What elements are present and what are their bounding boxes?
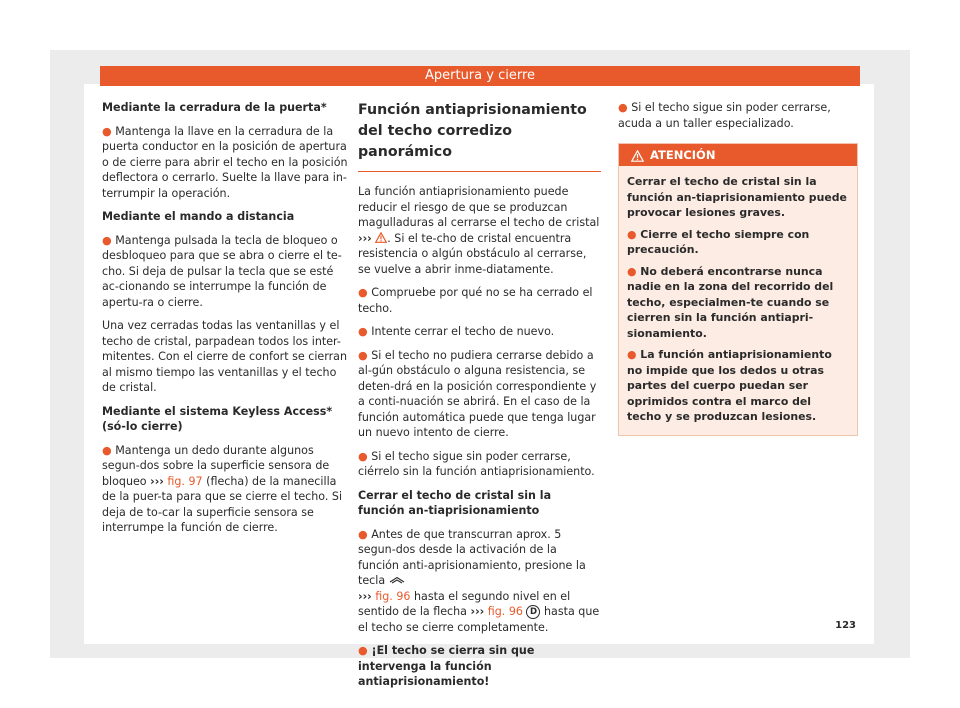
bullet-icon: ● <box>102 443 116 457</box>
warning-item: ● No deberá encontrarse nunca nadie en la zona del recorrido del techo, especialmen-te cuando se cierren sin la función antiapri-sionamiento. <box>627 264 834 340</box>
section-header: Apertura y cierre <box>100 66 860 86</box>
heading-remote: Mediante el mando a distancia <box>102 210 295 223</box>
bullet-icon: ● <box>358 348 372 362</box>
paragraph-windows: Una vez cerradas todas las ventanillas y el techo de cristal, parpadean todos los inter-mitentes. Con el cierre de confort se cierran al mismo tiempo las ventanillas y el techo de cristal. <box>102 319 348 394</box>
arrow-icon: ››› <box>470 605 485 618</box>
warning-header <box>619 144 857 166</box>
bullet-icon: ● <box>358 286 372 299</box>
roof-key-icon <box>389 574 405 587</box>
list-item: ● ¡El techo se cierra sin que intervenga la función antiaprisionamiento! <box>358 644 535 688</box>
bullet-icon: ● <box>358 449 372 463</box>
figure-link[interactable]: fig. 96 <box>487 605 523 618</box>
paragraph-intro: La función antiaprisionamiento puede reducir el riesgo de que se produzcan magulladuras al cerrarse el techo de cristal ››› . Si el te-cho de cristal encuentra resistencia o algún obstáculo al cerrarse, se vuelve a abrir inme-diatamente. <box>358 185 600 276</box>
paragraph-keyless: ● Mantenga un dedo durante algunos segun-dos sobre la superficie sensora de bloqueo ››› fig. 97 (flecha) de la manecilla de la puer-ta para que se cierre el techo. Si deja de to-car la superficie sensora se interrumpe la función de cierre. <box>102 443 343 534</box>
warning-triangle-icon <box>631 150 644 162</box>
list-item: ● Si el techo sigue sin poder cerrarse, acuda a un taller especializado. <box>618 101 831 130</box>
list-item: ● Si el techo no pudiera cerrarse debido a al-gún obstáculo o alguna resistencia, se deten-drá en la posición correspondiente y a conti-nuación se abrirá. En el caso de la función automática puede que tenga lugar un nuevo intento de cierre. <box>358 348 597 439</box>
paragraph-remote: ● Mantenga pulsada la tecla de bloqueo o desbloqueo para que se abra o cierre el te-cho. Si deja de pulsar la tecla que se esté ac-cionando se interrumpe la función de apertu-ra o cierre. <box>102 233 342 309</box>
bullet-icon: ● <box>627 227 641 241</box>
warning-item: ● La función antiaprisionamiento no impide que los dedos u otras partes del cuerpo puedan ser oprimidos contra el marco del techo y se produzcan lesiones. <box>627 348 832 423</box>
warning-item: ● Cierre el techo siempre con precaución. <box>627 227 810 256</box>
warning-triangle-icon[interactable] <box>375 232 387 245</box>
list-item: ● Intente cerrar el techo de nuevo. <box>358 325 555 338</box>
paragraph-door-lock: ● Mantenga la llave en la cerradura de la puerta conductor en la posición de apertura o de cierre para abrir el techo en la posición deflectora o cerrarlo. Suelte la llave para in-terrumpir la operación. <box>102 124 348 200</box>
bullet-icon: ● <box>358 527 372 541</box>
bullet-icon: ● <box>102 233 116 247</box>
list-item: ● Compruebe por qué no se ha cerrado el techo. <box>358 286 593 315</box>
bullet-icon: ● <box>358 644 372 657</box>
page-number: 123 <box>835 620 856 631</box>
list-item: ● Si el techo sigue sin poder cerrarse, ciérrelo sin la función antiaprisionamiento. <box>358 449 595 478</box>
figure-link[interactable]: fig. 97 <box>167 474 203 488</box>
figure-letter-badge: D <box>526 605 540 619</box>
column-left <box>102 100 350 544</box>
bullet-icon: ● <box>627 264 641 278</box>
heading-door-lock: Mediante la cerradura de la puerta* <box>102 101 327 114</box>
bullet-icon: ● <box>102 124 116 138</box>
bullet-icon: ● <box>618 101 632 114</box>
figure-link[interactable]: fig. 96 <box>375 589 411 603</box>
section-title: Función antiaprisionamiento del techo corredizo panorámico <box>358 100 601 172</box>
warning-title: ATENCIÓN <box>650 148 716 162</box>
heading-close-without: Cerrar el techo de cristal sin la función an-tiaprisionamiento <box>358 488 552 517</box>
list-item: ● Antes de que transcurran aprox. 5 segun-dos desde la activación de la función anti-aprisionamiento, presione la tecla ››› fig. 96 hasta el segundo nivel en el sentido de la flecha ››› fig. 96 D hasta que el techo se cierre completamente. <box>358 527 600 634</box>
arrow-icon: ››› <box>150 474 164 488</box>
arrow-icon: ››› <box>358 231 372 245</box>
column-right <box>618 100 858 436</box>
heading-keyless: Mediante el sistema Keyless Access* (só-lo cierre) <box>102 404 333 433</box>
warning-box <box>618 143 858 436</box>
warning-intro: Cerrar el techo de cristal sin la función an-tiaprisionamiento puede provocar lesiones graves. <box>627 175 847 219</box>
bullet-icon: ● <box>358 325 372 338</box>
warning-body <box>619 166 857 435</box>
arrow-icon: ››› <box>358 589 372 603</box>
bullet-icon: ● <box>627 348 641 361</box>
column-middle <box>358 100 601 698</box>
